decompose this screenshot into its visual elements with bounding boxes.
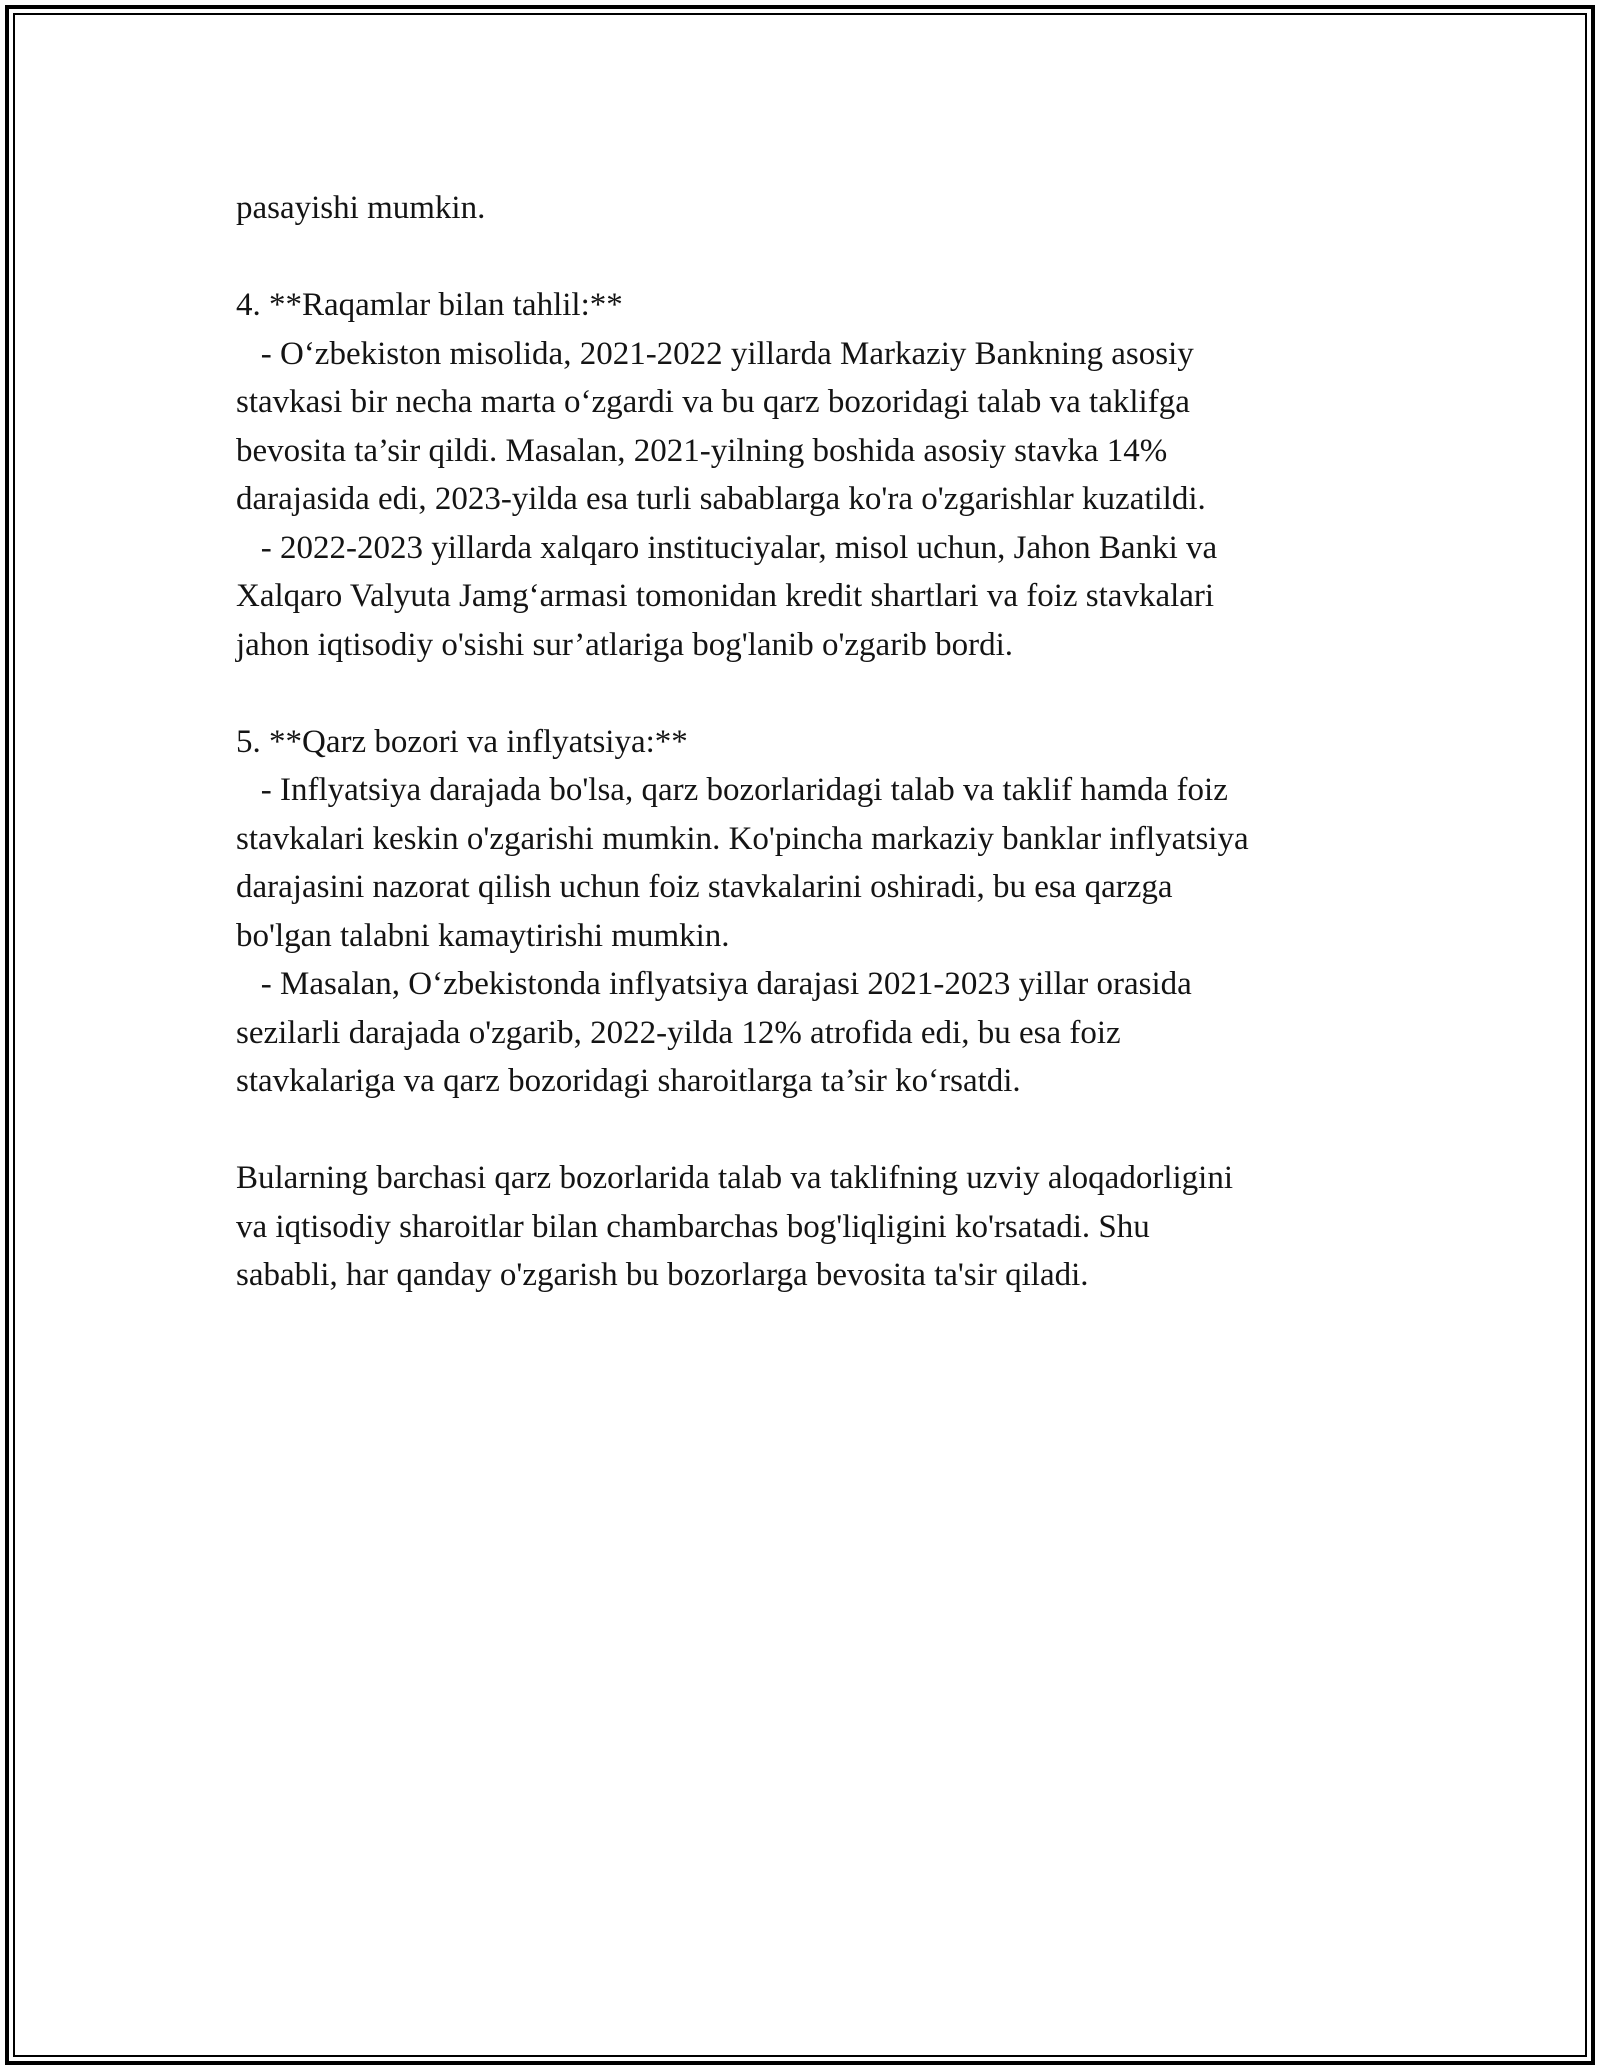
conclusion-line: sababli, har qanday o'zgarish bu bozorlarga bevosita ta'sir qiladi. — [236, 1257, 1089, 1293]
paragraph-gap — [236, 669, 1386, 718]
section-4-line: stavkasi bir necha marta o‘zgardi va bu qarz bozoridagi talab va taklifga — [236, 384, 1190, 420]
section-5-line: - Masalan, O‘zbekistonda inflyatsiya darajasi 2021-2023 yillar orasida — [236, 966, 1192, 1002]
section-4-line: darajasida edi, 2023-yilda esa turli sabablarga ko'ra o'zgarishlar kuzatildi. — [236, 481, 1206, 517]
document-body — [236, 184, 1386, 1300]
section-4-line: - 2022-2023 yillarda xalqaro instituciyalar, misol uchun, Jahon Banki va — [236, 529, 1218, 566]
section-5-line: sezilarli darajada o'zgarib, 2022-yilda 12% atrofida edi, bu esa foiz — [236, 1014, 1121, 1051]
conclusion-line: va iqtisodiy sharoitlar bilan chambarchas bog'liqligini ko'rsatadi. Shu — [236, 1208, 1150, 1245]
section-5-line: bo'lgan talabni kamaytirishi mumkin. — [236, 917, 730, 954]
section-4-line: Xalqaro Valyuta Jamg‘armasi tomonidan kredit shartlari va foiz stavkalari — [236, 578, 1215, 614]
section-5-line: - Inflyatsiya darajada bo'lsa, qarz bozorlaridagi talab va taklif hamda foiz — [236, 772, 1228, 808]
paragraph-gap — [236, 233, 1386, 282]
section-4-line: - O‘zbekiston misolida, 2021-2022 yillarda Markaziy Bankning asosiy — [236, 335, 1194, 372]
section-4-heading: 4. **Raqamlar bilan tahlil:** — [236, 287, 623, 323]
section-4-line: bevosita ta’sir qildi. Masalan, 2021-yilning boshida asosiy stavka 14% — [236, 432, 1168, 469]
conclusion-line: Bularning barchasi qarz bozorlarida talab va taklifning uzviy aloqadorligini — [236, 1160, 1233, 1196]
intro-line: pasayishi mumkin. — [236, 190, 486, 226]
section-5-line: stavkalari keskin o'zgarishi mumkin. Ko'pincha markaziy banklar inflyatsiya — [236, 820, 1249, 857]
section-5-heading: 5. **Qarz bozori va inflyatsiya:** — [236, 723, 688, 760]
section-5-line: darajasini nazorat qilish uchun foiz stavkalarini oshiradi, bu esa qarzga — [236, 869, 1173, 905]
section-4-line: jahon iqtisodiy o'sishi sur’atlariga bog'lanib o'zgarib bordi. — [236, 626, 1014, 663]
section-5-line: stavkalariga va qarz bozoridagi sharoitlarga ta’sir ko‘rsatdi. — [236, 1063, 1021, 1099]
paragraph-gap — [236, 1106, 1386, 1155]
